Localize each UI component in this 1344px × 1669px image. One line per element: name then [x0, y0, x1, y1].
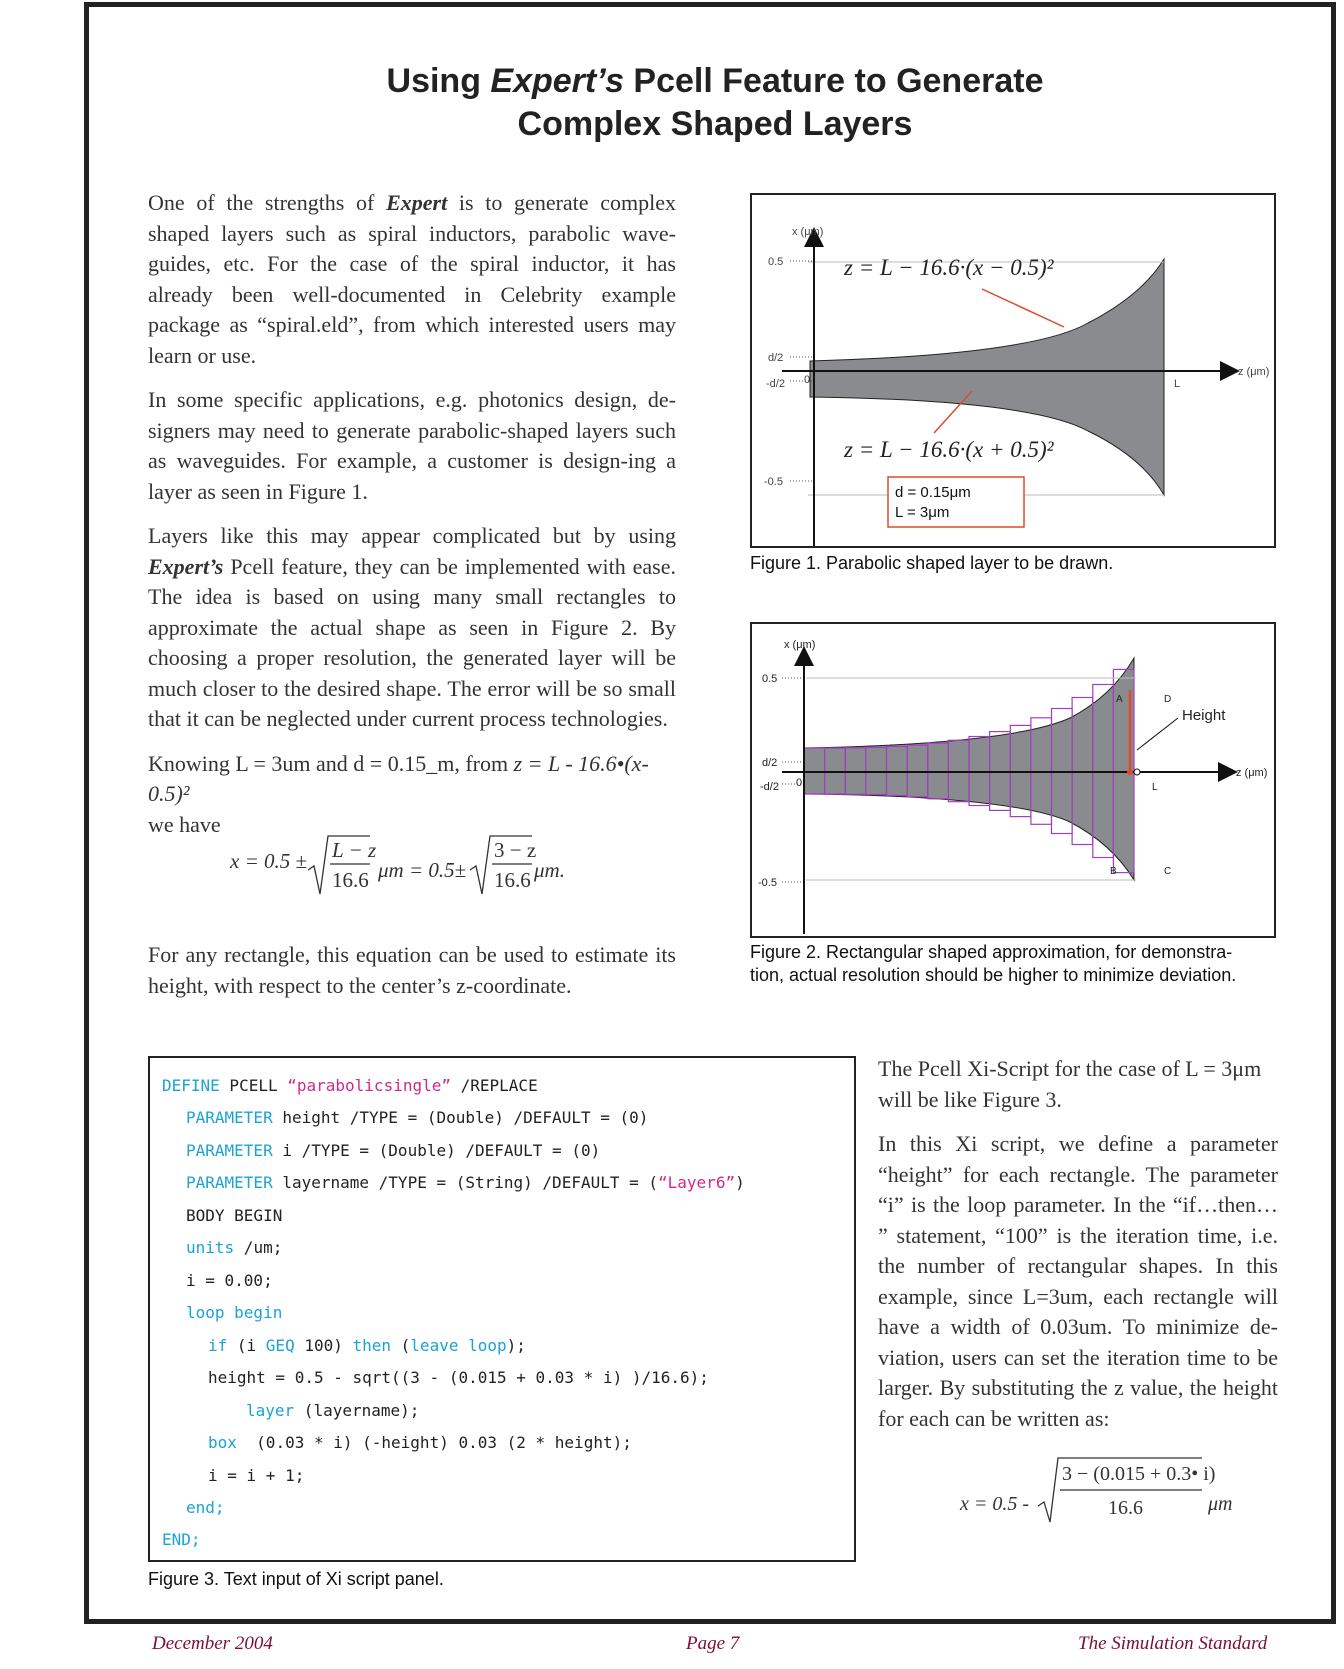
- fig1-z-axis-label: z (μm): [1238, 366, 1270, 378]
- fig2-label-C: C: [1164, 866, 1172, 877]
- fig1-x-axis-label: x (μm): [792, 226, 824, 238]
- eq1-den1: 16.6: [332, 868, 369, 892]
- eq2-den: 16.6: [1108, 1497, 1143, 1519]
- fig1-param-d: d = 0.15μm: [895, 484, 971, 501]
- eq1-num1: L − z: [332, 838, 377, 862]
- figure-1-plot: [752, 195, 1274, 546]
- fig2-tick-m05: -0.5: [758, 877, 777, 889]
- fig1-tick-d2: d/2: [768, 352, 784, 364]
- paragraph-2: In some specific applications, e.g. photonics design, de-signers may need to generate parabolic-shaped layers such as waveguides. For example, a customer is design-ing a layer as seen in Figure 1.: [148, 387, 676, 504]
- figure-3-caption: Figure 3. Text input of Xi script panel.: [148, 1569, 444, 1589]
- figure-1: [750, 193, 1276, 548]
- eq2-unit: μm: [1208, 1493, 1233, 1515]
- xi-script-panel: DEFINE PCELL “parabolicsingle” /REPLACE PARAMETER height /TYPE = (Double) /DEFAULT = (0) PARAMETER i /TYPE = (Double) /DEFAULT = (0) PARAMETER layername /TYPE = (String) /DEFAULT = (“Layer6”) BODY BEGIN units /um; i = 0.00; loop begin if (i GEQ 100) then (leave loop); height = 0.5 - sqrt((3 - (0.015 + 0.03 * i) )/16.6); layer (layername); box (0.03 * i) (-height) 0.03 (2 * height); i = i + 1; end; END;: [148, 1056, 856, 1562]
- fig2-tick-d2: d/2: [762, 757, 778, 769]
- fig1-tick-md2: -d/2: [766, 378, 785, 390]
- fig1-tick-L: L: [1174, 378, 1181, 390]
- fig1-tick-m05: -0.5: [764, 476, 783, 488]
- fig2-label-height: Height: [1182, 707, 1226, 724]
- paragraph-1: One of the strengths of Expert is to generate complex shaped layers such as spiral inductors, parabolic wave-guides, etc. For the case of the spiral inductor, it has already been well-documented in Celebrity example package as “spiral.eld”, from which interested users may learn or use.: [148, 190, 676, 368]
- footer-page: Page 7: [686, 1633, 740, 1654]
- fig2-x-axis-label: x (μm): [784, 639, 816, 651]
- eq1-mid: μm = 0.5±: [378, 858, 467, 882]
- paragraph-4: Knowing L = 3um and d = 0.15_m, from z = L - 16.6•(x-0.5)² we have: [148, 750, 649, 837]
- figure-2-caption: Figure 2. Rectangular shaped approximation, for demonstra- tion, actual resolution should be higher to minimize deviation.: [750, 942, 1237, 985]
- fig2-z-axis-label: z (μm): [1236, 767, 1268, 779]
- fig2-label-B: B: [1110, 866, 1117, 877]
- figure-2: [750, 622, 1276, 938]
- fig1-origin: 0: [804, 374, 811, 386]
- right-column: [878, 1054, 1278, 1448]
- paragraph-5: For any rectangle, this equation can be used to estimate its height, with respect to the center’s z-coordinate.: [148, 942, 676, 998]
- equation-2: [958, 1454, 1278, 1526]
- fig1-param-L: L = 3μm: [895, 504, 950, 521]
- eq1-unit: μm.: [534, 858, 565, 882]
- equation-1: [220, 832, 640, 902]
- fig2-tick-md2: -d/2: [760, 781, 779, 793]
- fig1-eq-top: z = L − 16.6·(x − 0.5)²: [844, 255, 1054, 280]
- fig2-label-A: A: [1116, 694, 1123, 705]
- footer-date: December 2004: [152, 1633, 273, 1654]
- eq1-lhs: x = 0.5 ±: [230, 849, 308, 873]
- eq1-num2: 3 − z: [494, 838, 537, 862]
- figure-2-plot: [752, 624, 1274, 936]
- fig1-tick-05: 0.5: [768, 256, 784, 268]
- footer-publication: The Simulation Standard: [1078, 1633, 1268, 1654]
- fig2-label-D: D: [1164, 694, 1172, 705]
- article-title: Using Expert’s Pcell Feature to Generate Complex Shaped Layers: [386, 62, 1044, 143]
- right-paragraph-1: The Pcell Xi-Script for the case of L = 3μm will be like Figure 3.: [878, 1056, 1262, 1112]
- eq2-lhs: x = 0.5 -: [960, 1493, 1030, 1515]
- right-paragraph-2: In this Xi script, we define a parameter “height” for each rectangle. The parameter “i” is the loop parameter. In the “if…then… ” statement, “100” is the iteration time, i.e. the number of rectangular shapes. In this example, since L=3um, each rectangle will have a width of 0.03um. To minimize de-viation, users can set the iteration time to be larger. By substituting the z value, the height for each can be written as:: [878, 1131, 1278, 1431]
- fig1-eq-bottom: z = L − 16.6·(x + 0.5)²: [844, 437, 1054, 462]
- eq2-num: 3 − (0.015 + 0.3• i): [1062, 1463, 1216, 1485]
- fig2-tick-05: 0.5: [762, 673, 778, 685]
- paragraph-3: Layers like this may appear complicated but by using Expert’s Pcell feature, they can be implemented with ease. The idea is based on using many small rectangles to approximate the actual shape as seen in Figure 2. By choosing a proper resolution, the generated layer will be much closer to the desired shape. The error will be so small that it can be neglected under current process technologies.: [148, 523, 676, 731]
- figure-1-caption: Figure 1. Parabolic shaped layer to be drawn.: [750, 553, 1114, 573]
- eq1-den2: 16.6: [494, 868, 531, 892]
- left-column: [148, 188, 676, 854]
- fig2-label-L: L: [1152, 782, 1158, 793]
- fig2-origin: 0: [796, 777, 803, 789]
